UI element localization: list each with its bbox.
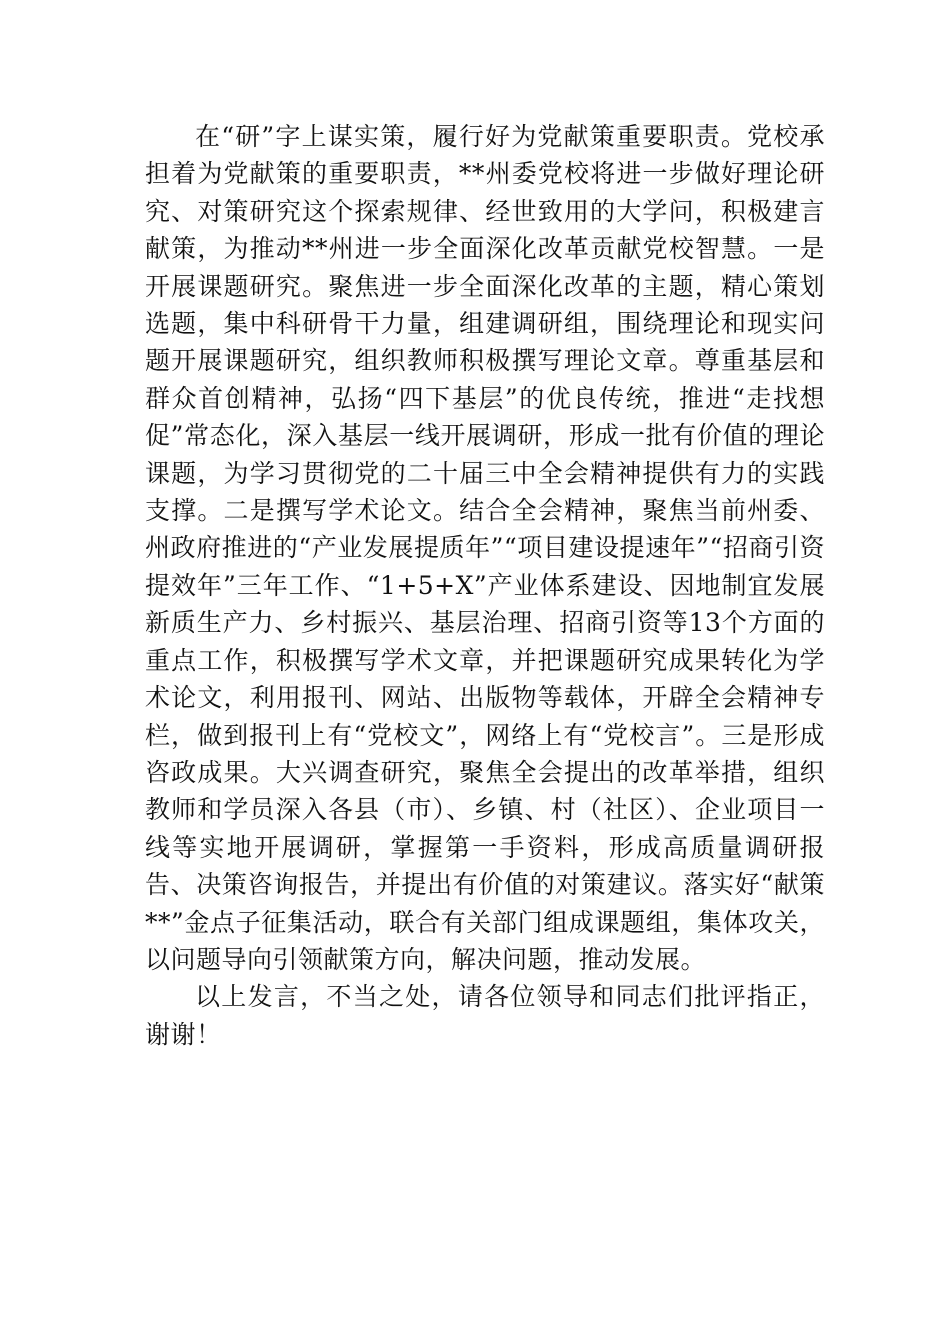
closing-paragraph: 以上发言，不当之处，请各位领导和同志们批评指正，谢谢！ xyxy=(145,982,825,1049)
document-body xyxy=(145,118,825,1053)
body-paragraph: 在“研”字上谋实策，履行好为党献策重要职责。党校承担着为党献策的重要职责，**州委党校将进一步做好理论研究、对策研究这个探索规律、经世致用的大学问，积极建言献策，为推动**州进一步全面深化改革贡献党校智慧。一是开展课题研究。聚焦进一步全面深化改革的主题，精心策划选题，集中科研骨干力量，组建调研组，围绕理论和现实问题开展课题研究，组织教师积极撰写理论文章。尊重基层和群众首创精神，弘扬“四下基层”的优良传统，推进“走找想促”常态化，深入基层一线开展调研，形成一批有价值的理论课题，为学习贯彻党的二十届三中全会精神提供有力的实践支撑。二是撰写学术论文。结合全会精神，聚焦当前州委、州政府推进的“产业发展提质年”“项目建设提速年”“招商引资提效年”三年工作、“1+5+X”产业体系建设、因地制宜发展新质生产力、乡村振兴、基层治理、招商引资等13个方面的重点工作，积极撰写学术文章，并把课题研究成果转化为学术论文，利用报刊、网站、出版物等载体，开辟全会精神专栏，做到报刊上有“党校文”，网络上有“党校言”。三是形成咨政成果。大兴调查研究，聚焦全会提出的改革举措，组织教师和学员深入各县（市）、乡镇、村（社区）、企业项目一线等实地开展调研，掌握第一手资料，形成高质量调研报告、决策咨询报告，并提出有价值的对策建议。落实好“献策**”金点子征集活动，联合有关部门组成课题组，集体攻关，以问题导向引领献策方向，解决问题，推动发展。 xyxy=(145,122,825,974)
